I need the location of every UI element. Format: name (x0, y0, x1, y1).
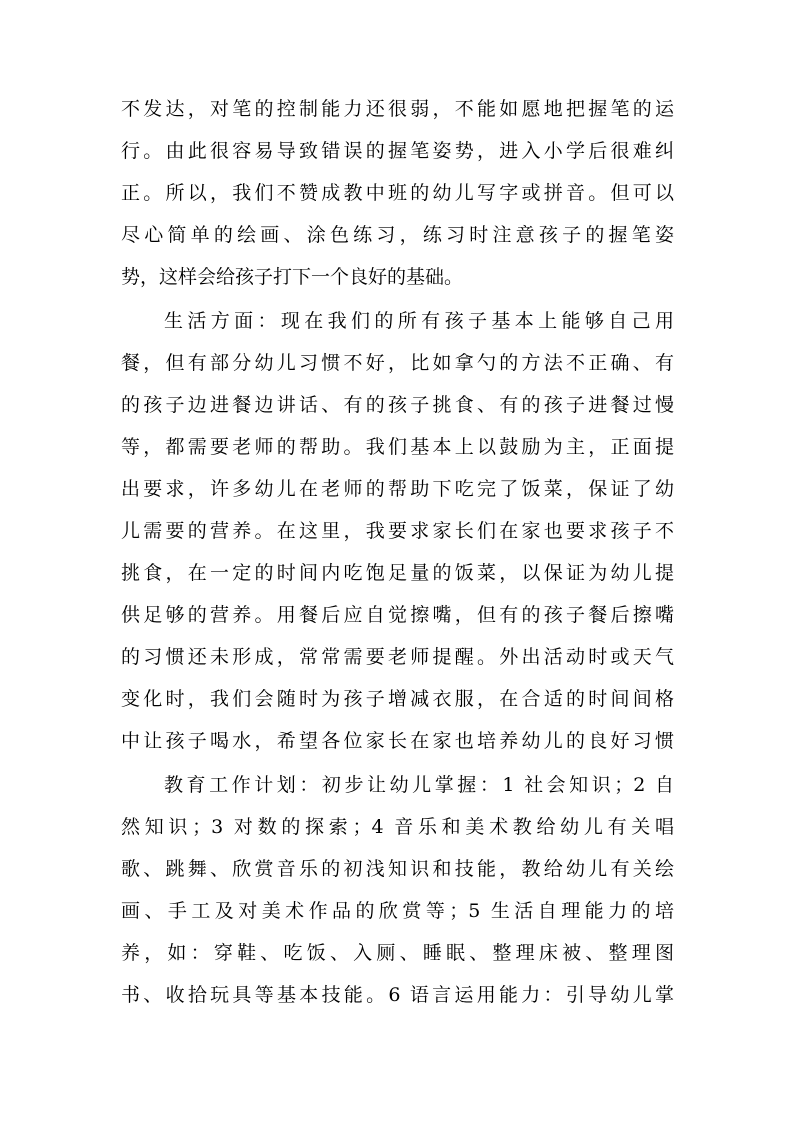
paragraph-2-line-8: 供足够的营养。用餐后应自觉擦嘴，但有的孩子餐后擦嘴 (121, 604, 674, 626)
paragraph-1-line-2: 行。由此很容易导致错误的握笔姿势，进入小学后很难纠 (121, 140, 674, 162)
paragraph-1-line-1: 不发达，对笔的控制能力还很弱，不能如愿地把握笔的运 (121, 98, 674, 120)
paragraph-2-line-10: 变化时，我们会随时为孩子增减衣服，在合适的时间间格 (121, 688, 674, 710)
paragraph-3-line-4: 画、手工及对美术作品的欣赏等；5 生活自理能力的培 (121, 900, 674, 922)
paragraph-2-line-9: 的习惯还未形成，常常需要老师提醒。外出活动时或天气 (121, 646, 674, 668)
paragraph-2-line-2: 餐，但有部分幼儿习惯不好，比如拿勺的方法不正确、有 (121, 352, 674, 374)
paragraph-3-line-3: 歌、跳舞、欣赏音乐的初浅知识和技能，教给幼儿有关绘 (121, 858, 674, 880)
paragraph-2-line-4: 等，都需要老师的帮助。我们基本上以鼓励为主，正面提 (121, 436, 674, 458)
paragraph-2-line-3: 的孩子边进餐边讲话、有的孩子挑食、有的孩子进餐过慢 (121, 394, 674, 416)
paragraph-1-line-4: 尽心简单的绘画、涂色练习，练习时注意孩子的握笔姿 (121, 224, 674, 246)
paragraph-3-line-1: 教育工作计划：初步让幼儿掌握：1 社会知识；2 自 (164, 774, 674, 796)
paragraph-3-line-2: 然知识；3 对数的探索；4 音乐和美术教给幼儿有关唱 (121, 816, 674, 838)
paragraph-1-line-3: 正。所以，我们不赞成教中班的幼儿写字或拼音。但可以 (121, 182, 674, 204)
paragraph-3-line-6: 书、收拾玩具等基本技能。6 语言运用能力：引导幼儿掌 (121, 984, 674, 1006)
paragraph-2-line-6: 儿需要的营养。在这里，我要求家长们在家也要求孩子不 (121, 520, 674, 542)
paragraph-2-line-11: 中让孩子喝水，希望各位家长在家也培养幼儿的良好习惯 (121, 730, 674, 752)
paragraph-2-line-5: 出要求，许多幼儿在老师的帮助下吃完了饭菜，保证了幼 (121, 478, 674, 500)
paragraph-2-line-1: 生活方面：现在我们的所有孩子基本上能够自己用 (164, 310, 674, 332)
paragraph-3-line-5: 养，如：穿鞋、吃饭、入厕、睡眠、整理床被、整理图 (121, 942, 674, 964)
paragraph-1-line-5: 势，这样会给孩子打下一个良好的基础。 (121, 266, 464, 288)
paragraph-2-line-7: 挑食，在一定的时间内吃饱足量的饭菜，以保证为幼儿提 (121, 562, 674, 584)
